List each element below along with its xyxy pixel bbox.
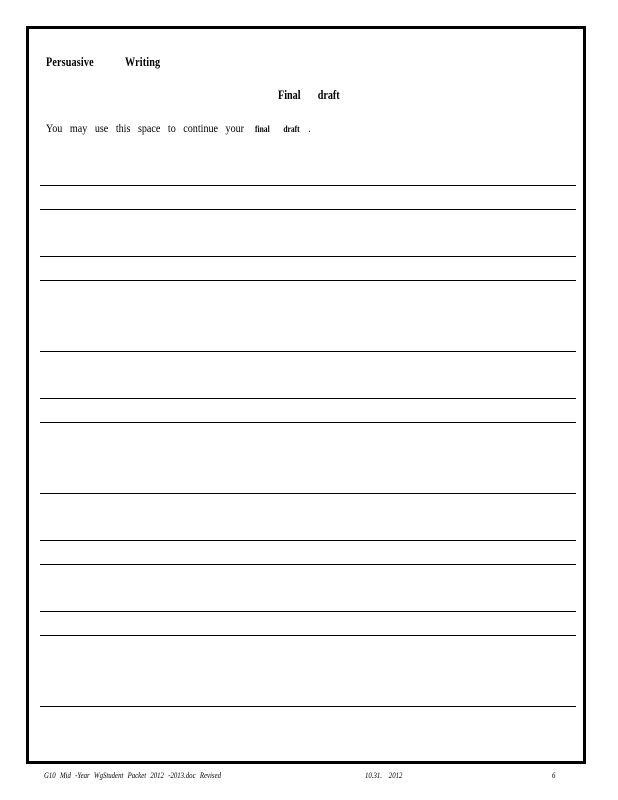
writing-line[interactable] bbox=[40, 493, 576, 494]
footer-date: 10.31. 2012 bbox=[365, 771, 403, 780]
writing-line[interactable] bbox=[40, 351, 576, 352]
writing-line[interactable] bbox=[40, 564, 576, 565]
writing-line[interactable] bbox=[40, 185, 576, 186]
draft-title bbox=[278, 87, 340, 103]
writing-line[interactable] bbox=[40, 611, 576, 612]
writing-line[interactable] bbox=[40, 540, 576, 541]
writing-line[interactable] bbox=[40, 706, 576, 707]
section-title-word-2: Writing bbox=[124, 54, 161, 69]
writing-line[interactable] bbox=[40, 280, 576, 281]
footer-page-number: 6 bbox=[552, 771, 556, 780]
section-title-word-1: Persuasive bbox=[46, 54, 94, 69]
instruction-emphasis-word-2: draft bbox=[283, 124, 300, 134]
writing-line[interactable] bbox=[40, 635, 576, 636]
instruction-main: You may use this space to continue your bbox=[46, 121, 245, 135]
instruction-text bbox=[46, 121, 311, 136]
footer-filename: G10 Mid -Year WgStudent Packet 2012 -2013.doc Revised bbox=[44, 771, 221, 780]
page-border bbox=[26, 26, 586, 764]
instruction-emphasis bbox=[255, 124, 300, 134]
writing-line[interactable] bbox=[40, 256, 576, 257]
instruction-emphasis-word-1: final bbox=[254, 124, 270, 134]
instruction-period: . bbox=[308, 121, 311, 135]
draft-title-word-2: draft bbox=[317, 87, 340, 102]
writing-line[interactable] bbox=[40, 422, 576, 423]
writing-line[interactable] bbox=[40, 209, 576, 210]
section-title bbox=[46, 54, 160, 70]
draft-title-word-1: Final bbox=[278, 87, 301, 102]
writing-line[interactable] bbox=[40, 398, 576, 399]
